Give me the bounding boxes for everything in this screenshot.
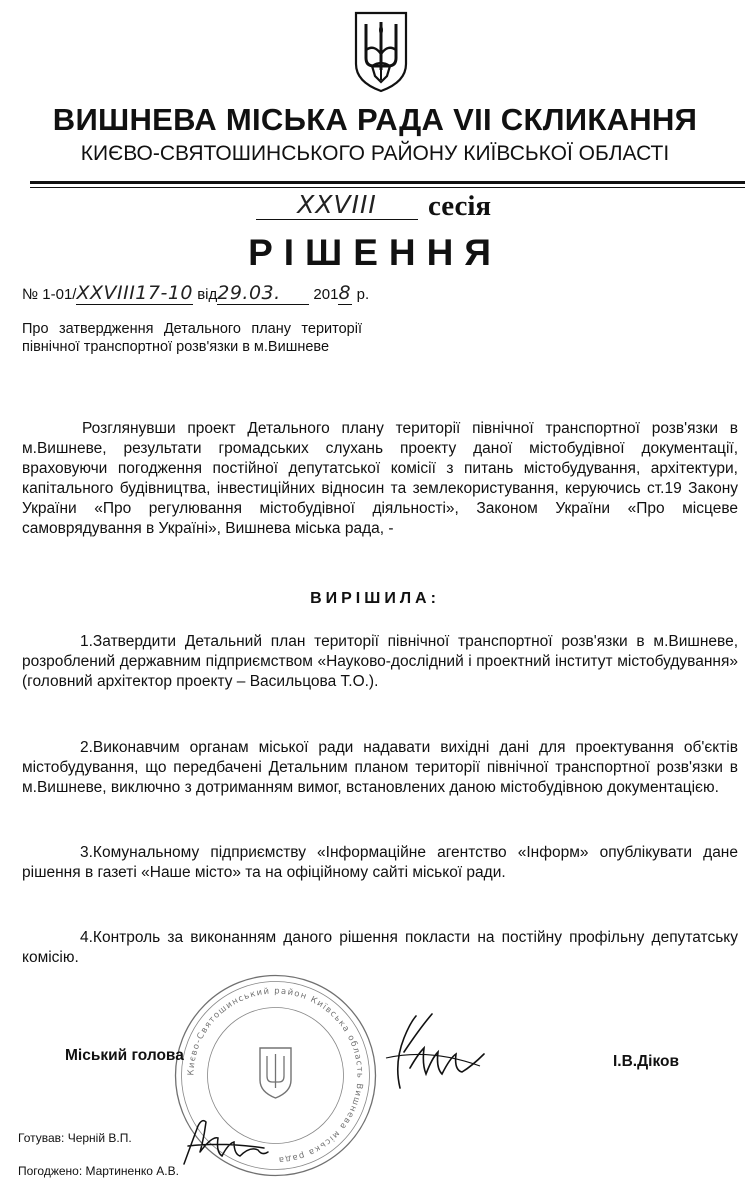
approver-signature-icon [178, 1112, 273, 1172]
decision-number-handwritten: XXVIII17-10 [76, 282, 194, 304]
session-number: XXVIII [297, 190, 377, 219]
decision-date-handwritten: 29.03. [217, 282, 309, 305]
decision-title: РІШЕННЯ [248, 232, 502, 273]
decision-year-prefix: 201 [313, 286, 339, 303]
decision-number-prefix: № 1-01/ [22, 286, 77, 303]
decision-item-3: 3.Комунальному підприємству «Інформаційне агентство «Інформ» опублікувати дане рішення в газеті «Наше місто» та на офіційному сайті міської ради. [22, 844, 738, 881]
council-subtitle: КИЄВО-СВЯТОШИНСЬКОГО РАЙОНУ КИЇВСЬКОЇ ОБЛАСТІ [80, 142, 670, 165]
header-rule-thin [30, 187, 745, 188]
header-rule-thick [30, 181, 745, 184]
session-underline [256, 219, 418, 220]
council-title: ВИШНЕВА МІСЬКА РАДА VII СКЛИКАННЯ [52, 102, 698, 137]
decision-number-line [22, 282, 369, 305]
decision-item-4: 4.Контроль за виконанням даного рішення покласти на постійну профільну депутатську комісію. [22, 929, 738, 966]
seal-text: Києво-Святошинський район Київська область Вишнева міська рада [186, 986, 365, 1165]
decision-item-1: 1.Затвердити Детальний план території північної транспортної розв'язки в м.Вишневе, розроблений державним підприємством «Науково-дослідний і проектний інститут містобудування» (головний архітектор проекту – Васильцова Т.О.). [22, 633, 738, 690]
session-label: сесія [428, 190, 492, 222]
agreed-by: Погоджено: Мартиненко А.В. [18, 1164, 179, 1178]
decision-subject: Про затвердження Детального плану території північної транспортної розв'язки в м.Вишневе [22, 321, 362, 355]
signer-name: І.В.Діков [613, 1053, 680, 1070]
preamble-paragraph: Розглянувши проект Детального плану території північної транспортної розв'язки в м.Вишневе, результати громадських слухань проекту даної містобудівної документації, враховуючи погодження постійної депутатської комісії з питань містобудування, архітектури, капітального будівництва, інвестиційних відносин та землекористування, керуючись ст.19 Закону України «Про регулювання містобудівної діяльності», Законом України «Про місцеве самоврядування в Україні», Вишнева міська рада, - [22, 420, 738, 537]
decision-year-handwritten: 8 [338, 282, 352, 304]
resolved-heading: ВИРІШИЛА: [310, 590, 440, 607]
decision-year-suffix: р. [356, 286, 370, 303]
signer-title: Міський голова [65, 1047, 184, 1064]
decision-item-2: 2.Виконавчим органам міської ради надавати вихідні дані для проектування об'єктів містобудування, що передбачені Детальним планом території північної транспортної розв'язки в м.Вишневе, виключно з дотриманням вимог, встановлених даною містобудівною документацією. [22, 739, 738, 796]
trident-coat-of-arms-icon [352, 10, 410, 94]
prepared-by: Готував: Черній В.П. [18, 1131, 132, 1145]
mayor-signature-icon [380, 1008, 490, 1098]
decision-date-prefix: від [197, 286, 218, 303]
